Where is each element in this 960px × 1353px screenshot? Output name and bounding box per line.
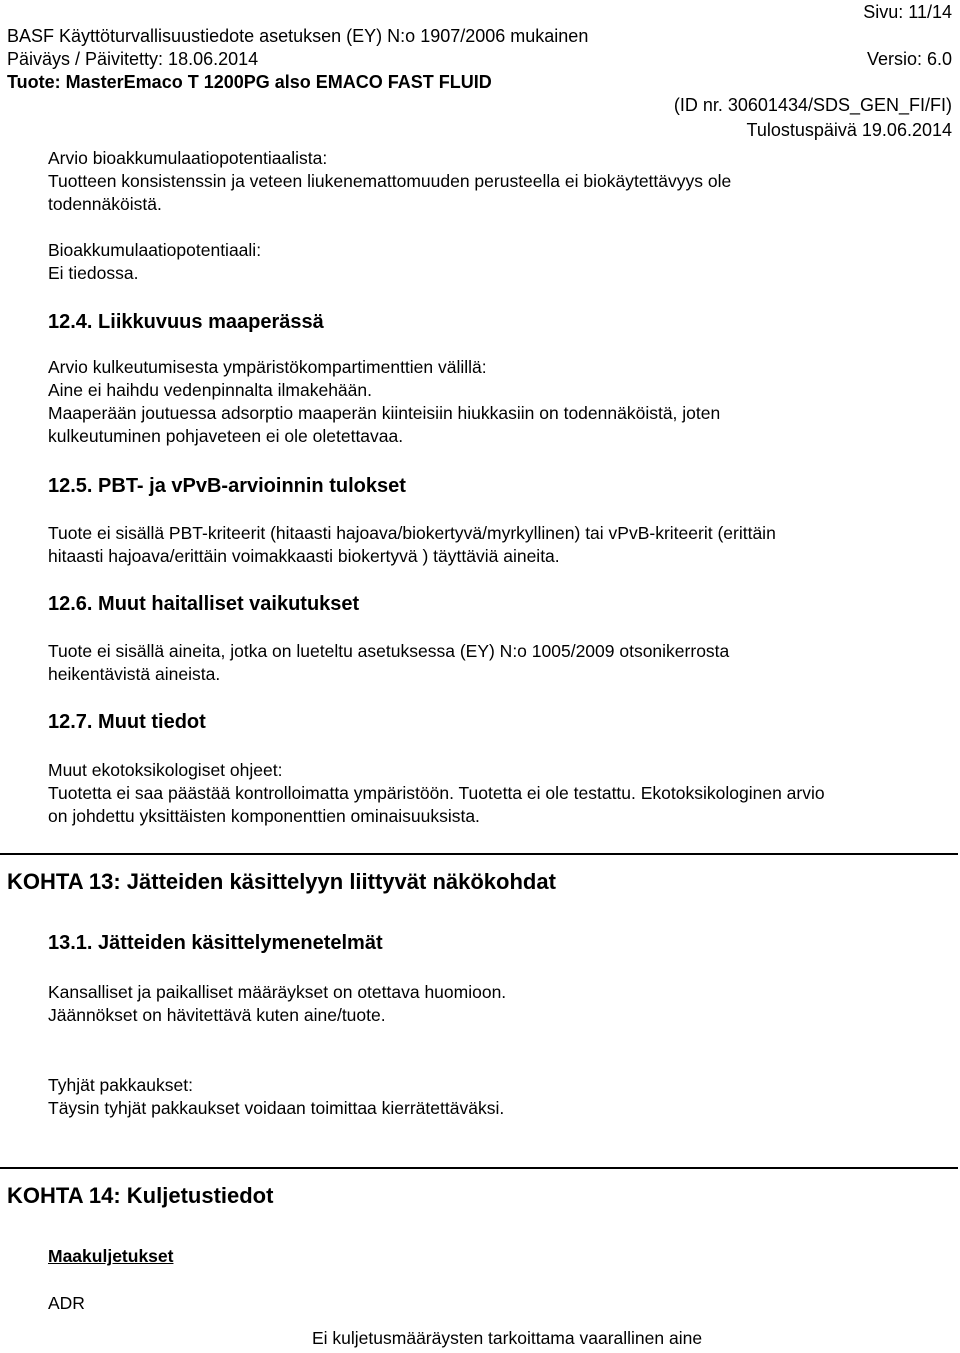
land-transport-heading: Maakuljetukset xyxy=(48,1246,174,1266)
section-12-6-line1: Tuote ei sisällä aineita, jotka on lueteltu asetuksessa (EY) N:o 1005/2009 otsonikerrosta xyxy=(48,641,730,661)
section-13-title: KOHTA 13: Jätteiden käsittelyyn liittyvät näkökohdat xyxy=(7,869,556,894)
page-number: Sivu: 11/14 xyxy=(863,2,952,22)
section-13-1-line1: Kansalliset ja paikalliset määräykset on otettava huomioon. xyxy=(48,982,507,1002)
section-12-6-title: 12.6. Muut haitalliset vaikutukset xyxy=(48,593,360,615)
print-date: Tulostuspäivä 19.06.2014 xyxy=(746,120,952,140)
bioacc-potential-label: Bioakkumulaatiopotentiaali: xyxy=(48,240,262,260)
section-12-4-line2: Maaperään joutuessa adsorptio maaperän kiinteisiin hiukkasiin on todennäköistä, joten xyxy=(48,403,721,423)
section-14-divider xyxy=(0,1167,958,1169)
document-id: (ID nr. 30601434/SDS_GEN_FI/FI) xyxy=(673,95,952,115)
section-12-7-title: 12.7. Muut tiedot xyxy=(48,711,206,733)
section-12-4-label: Arvio kulkeutumisesta ympäristökompartimenttien välillä: xyxy=(48,357,487,377)
product-name: Tuote: MasterEmaco T 1200PG also EMACO FAST FLUID xyxy=(7,72,492,92)
regulation-header: BASF Käyttöturvallisuustiedote asetuksen (EY) N:o 1907/2006 mukainen xyxy=(7,26,589,46)
adr-label: ADR xyxy=(48,1293,85,1313)
section-12-7-line1: Tuotetta ei saa päästää kontrolloimatta ympäristöön. Tuotetta ei ole testattu. Ekotoksikologinen arvio xyxy=(48,783,825,803)
section-12-5-line1: Tuote ei sisällä PBT-kriteerit (hitaasti hajoava/biokertyvä/myrkyllinen) tai vPvB-kriteerit (erittäin xyxy=(48,523,776,543)
bioacc-assessment-line2: todennäköistä. xyxy=(48,194,162,214)
section-13-divider xyxy=(0,853,958,855)
packaging-label: Tyhjät pakkaukset: xyxy=(48,1075,193,1095)
section-14-title: KOHTA 14: Kuljetustiedot xyxy=(7,1183,274,1208)
bioacc-assessment-label: Arvio bioakkumulaatiopotentiaalista: xyxy=(48,148,328,168)
bioacc-potential-value: Ei tiedossa. xyxy=(48,263,139,283)
packaging-text: Täysin tyhjät pakkaukset voidaan toimittaa kierrätettäväksi. xyxy=(48,1098,505,1118)
section-12-4-line3: kulkeutuminen pohjaveteen ei ole oletettavaa. xyxy=(48,426,404,446)
adr-status: Ei kuljetusmääräysten tarkoittama vaarallinen aine xyxy=(312,1328,703,1348)
section-12-6-line2: heikentävistä aineista. xyxy=(48,664,221,684)
section-12-4-line1: Aine ei haihdu vedenpinnalta ilmakehään. xyxy=(48,380,372,400)
version: Versio: 6.0 xyxy=(866,49,952,69)
section-12-7-line2: on johdettu yksittäisten komponenttien ominaisuuksista. xyxy=(48,806,480,826)
section-12-5-title: 12.5. PBT- ja vPvB-arvioinnin tulokset xyxy=(48,475,406,497)
bioacc-assessment-line1: Tuotteen konsistenssin ja veteen liukenemattomuuden perusteella ei biokäytettävyys ole xyxy=(48,171,732,191)
section-13-1-line2: Jäännökset on hävitettävä kuten aine/tuote. xyxy=(48,1005,386,1025)
revision-date: Päiväys / Päivitetty: 18.06.2014 xyxy=(7,49,259,69)
section-12-4-title xyxy=(48,311,324,334)
section-13-1-title: 13.1. Jätteiden käsittelymenetelmät xyxy=(48,932,383,954)
section-12-7-label: Muut ekotoksikologiset ohjeet: xyxy=(48,760,283,780)
section-12-5-line2: hitaasti hajoava/erittäin voimakkaasti biokertyvä ) täyttäviä aineita. xyxy=(48,546,560,566)
section-12-4-title-text: 12.4. Liikkuvuus maaperässä xyxy=(48,311,324,333)
